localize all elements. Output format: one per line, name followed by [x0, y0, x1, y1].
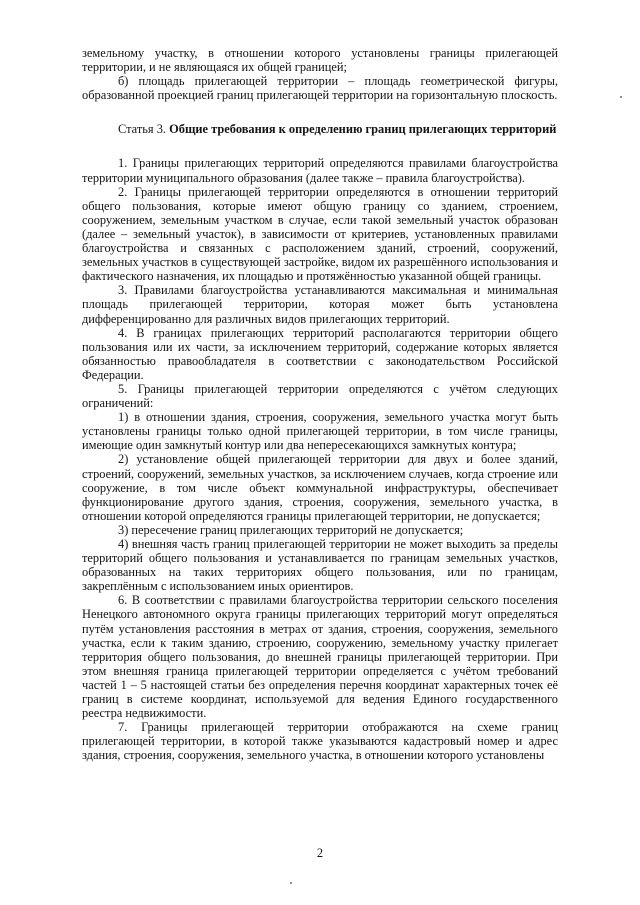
paragraph-5: 5. Границы прилегающей территории определяются с учётом следующих ограничений: — [82, 381, 558, 411]
article-heading — [82, 122, 558, 136]
paragraph-item-b: б) площадь прилегающей территории – площадь геометрической фигуры, образованной проекцией границ прилегающей территории на горизонтальную плоскость. — [82, 74, 558, 103]
paragraph-5-item-3: 3) пересечение границ прилегающих территорий не допускается; — [118, 522, 464, 537]
paragraph-5-item-2: 2) установление общей прилегающей территории для двух и более зданий, строений, сооружений, земельных участков, за исключением случаев, когда строение или сооружение, в том числе объект коммунальной инфраструктуры, обеспечивает функционирование другого здания, строения, сооружения, земельного участка, в отношении которой определяются границы прилегающей территории, не допускается; — [82, 452, 558, 523]
paragraph-7: 7. Границы прилегающей территории отображаются на схеме границ прилегающей территории, в которой также указываются кадастровый номер и адрес здания, строения, сооружения, земельного участка, в отношении которого установлены — [82, 720, 558, 763]
spacer — [82, 136, 558, 156]
paragraph-3: 3. Правилами благоустройства устанавливаются максимальная и минимальная площадь прилегающей территории, которая может быть установлена дифференцированно для различных видов прилегающих территорий. — [82, 283, 558, 326]
scan-speck — [290, 882, 292, 884]
paragraph-continuation: земельному участку, в отношении которого установлены границы прилегающей территории, и не являющаяся их общей границей; — [82, 46, 558, 75]
paragraph-1: 1. Границы прилегающих территорий определяются правилами благоустройства территории муниципального образования (далее также – правила благоустройства). — [82, 156, 558, 185]
paragraph-6: 6. В соответствии с правилами благоустройства территории сельского поселения Ненецкого автономного округа границы прилегающих территорий могут определяться путём установления расстояния в метрах от здания, строения, сооружения, земельного участка, если к таким зданию, строению, сооружению, земельному участку прилегает территория общего пользования, до внешней границы прилегающей территории. При этом внешняя граница прилегающей территории определяется с учётом требований частей 1 – 5 настоящей статьи без определения перечня координат характерных точек её границ в системе координат, используемой для ведения Единого государственного реестра недвижимости. — [82, 593, 558, 721]
article-title: Общие требования к определению границ прилегающих территорий — [169, 122, 557, 137]
spacer — [82, 102, 558, 122]
paragraph-5-item-1: 1) в отношении здания, строения, сооружения, земельного участка могут быть установлены границы только одной прилегающей территории, в том числе границы, имеющие один замкнутый контур или два непересекающихся замкнутых контура; — [82, 410, 558, 453]
article-label: Статья 3. — [118, 122, 167, 137]
page-number: 2 — [316, 846, 324, 860]
paragraph-4: 4. В границах прилегающих территорий располагаются территории общего пользования или их части, за исключением территорий, содержание которых является обязанностью правообладателя в соответствии с законодательством Российской Федерации. — [82, 325, 558, 382]
paragraph-2: 2. Границы прилегающей территории определяются в отношении территорий общего пользования, которые имеют общую границу со зданием, строением, сооружением, земельным участком в случае, если такой земельный участок образован (далее – земельный участок), в зависимости от критериев, установленных правилами благоустройства и связанных с расположением зданий, строений, сооружений, земельных участков в существующей застройке, видом их разрешённого использования и фактического назначения, их площадью и протяжённостью указанной общей границы. — [82, 184, 558, 284]
scan-speck — [620, 96, 622, 98]
document-body — [82, 46, 558, 763]
paragraph-5-item-4: 4) внешняя часть границ прилегающей территории не может выходить за пределы территорий общего пользования и устанавливается по границам земельных участков, образованных на таких территориях общего пользования, или по границам, закреплённым с использованием иных ориентиров. — [82, 537, 558, 594]
